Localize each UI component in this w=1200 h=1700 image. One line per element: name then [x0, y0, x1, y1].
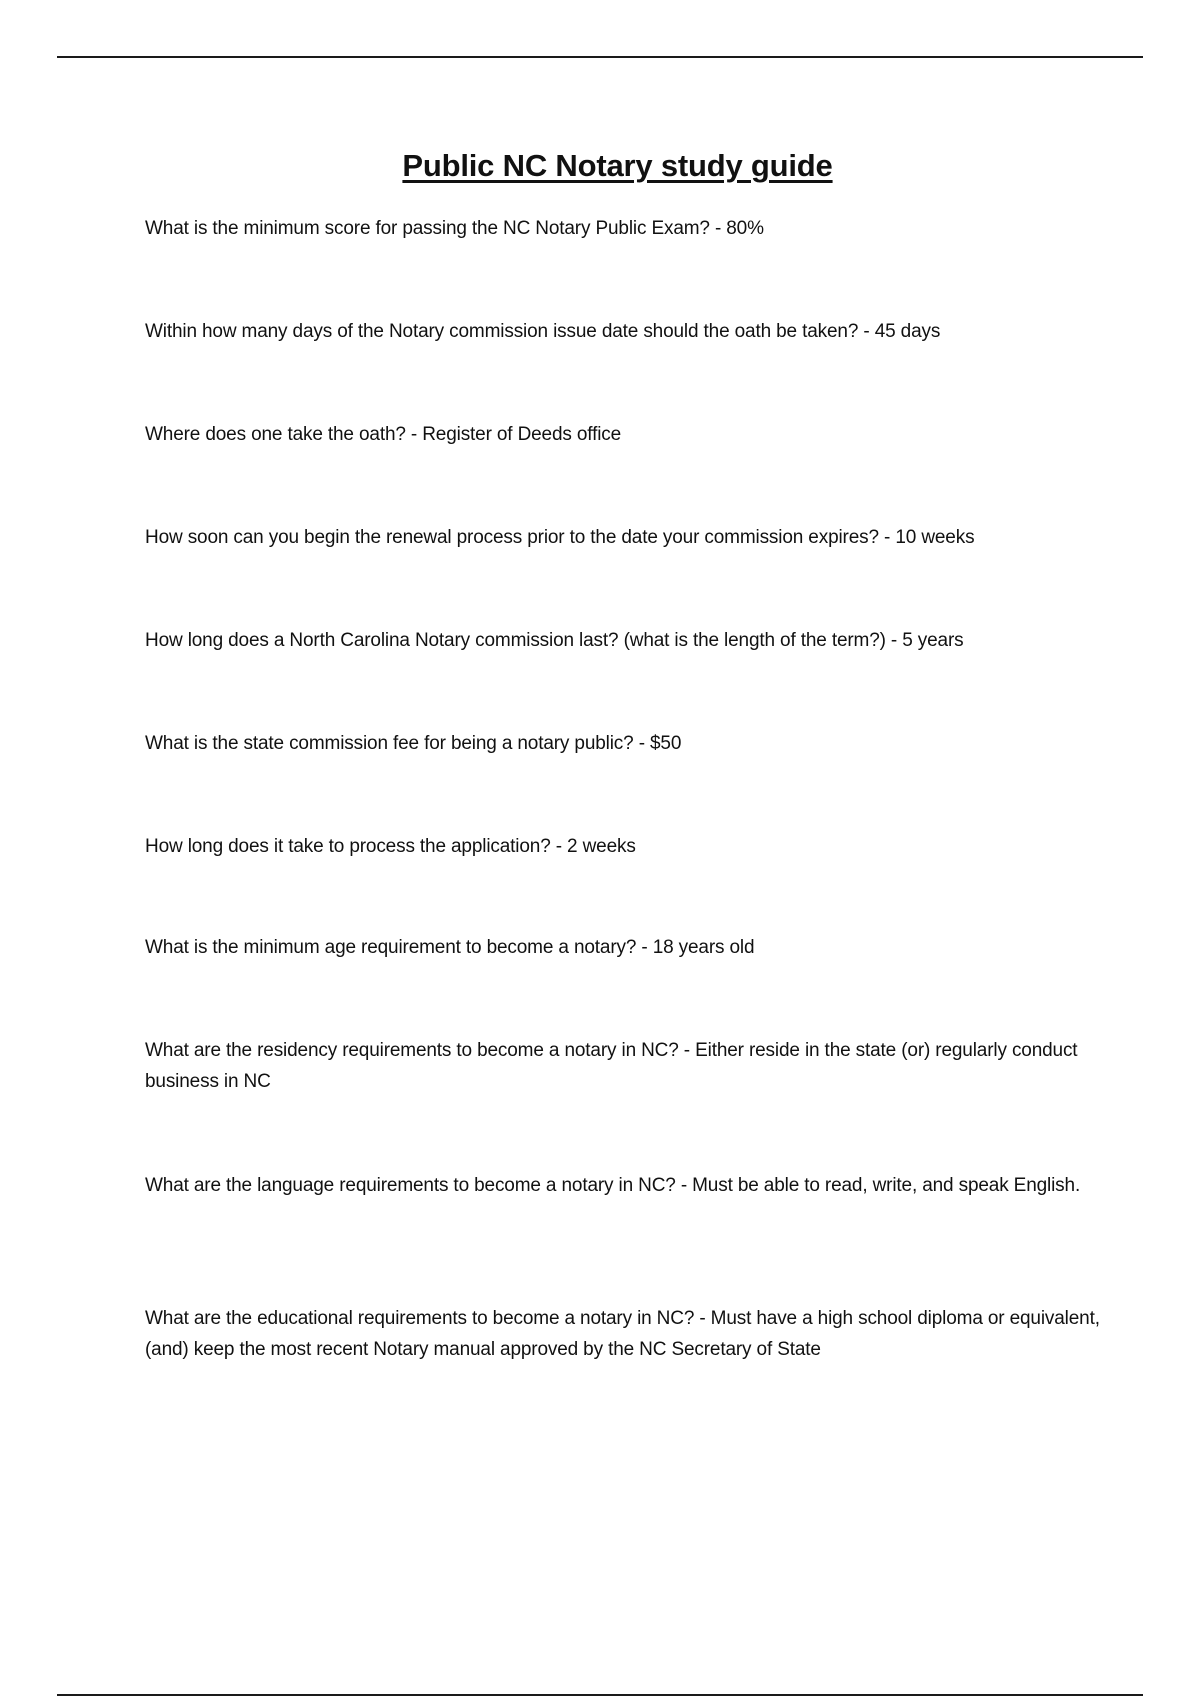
- qa-item: What is the minimum score for passing the NC Notary Public Exam? - 80%: [145, 218, 764, 239]
- document-title: Public NC Notary study guide: [402, 148, 833, 183]
- qa-item: What are the educational requirements to become a notary in NC? - Must have a high school diploma or equivalent, (and) keep the most recent Notary manual approved by the NC Secretary of State: [145, 1308, 1100, 1360]
- qa-item: What are the language requirements to become a notary in NC? - Must be able to read, write, and speak English.: [145, 1175, 1081, 1196]
- qa-item: What are the residency requirements to become a notary in NC? - Either reside in the state (or) regularly conduct business in NC: [145, 1040, 1078, 1092]
- qa-item: How long does it take to process the application? - 2 weeks: [145, 836, 636, 857]
- qa-item: Within how many days of the Notary commission issue date should the oath be taken? - 45 days: [145, 321, 941, 342]
- footer-rule: [57, 1694, 1143, 1696]
- qa-item: What is the minimum age requirement to become a notary? - 18 years old: [145, 937, 755, 958]
- header-rule: [57, 56, 1143, 58]
- qa-item: How soon can you begin the renewal process prior to the date your commission expires? - 10 weeks: [145, 527, 975, 548]
- qa-item: What is the state commission fee for being a notary public? - $50: [145, 733, 682, 754]
- qa-item: Where does one take the oath? - Register of Deeds office: [145, 424, 622, 445]
- qa-item: How long does a North Carolina Notary commission last? (what is the length of the term?) - 5 years: [145, 630, 964, 651]
